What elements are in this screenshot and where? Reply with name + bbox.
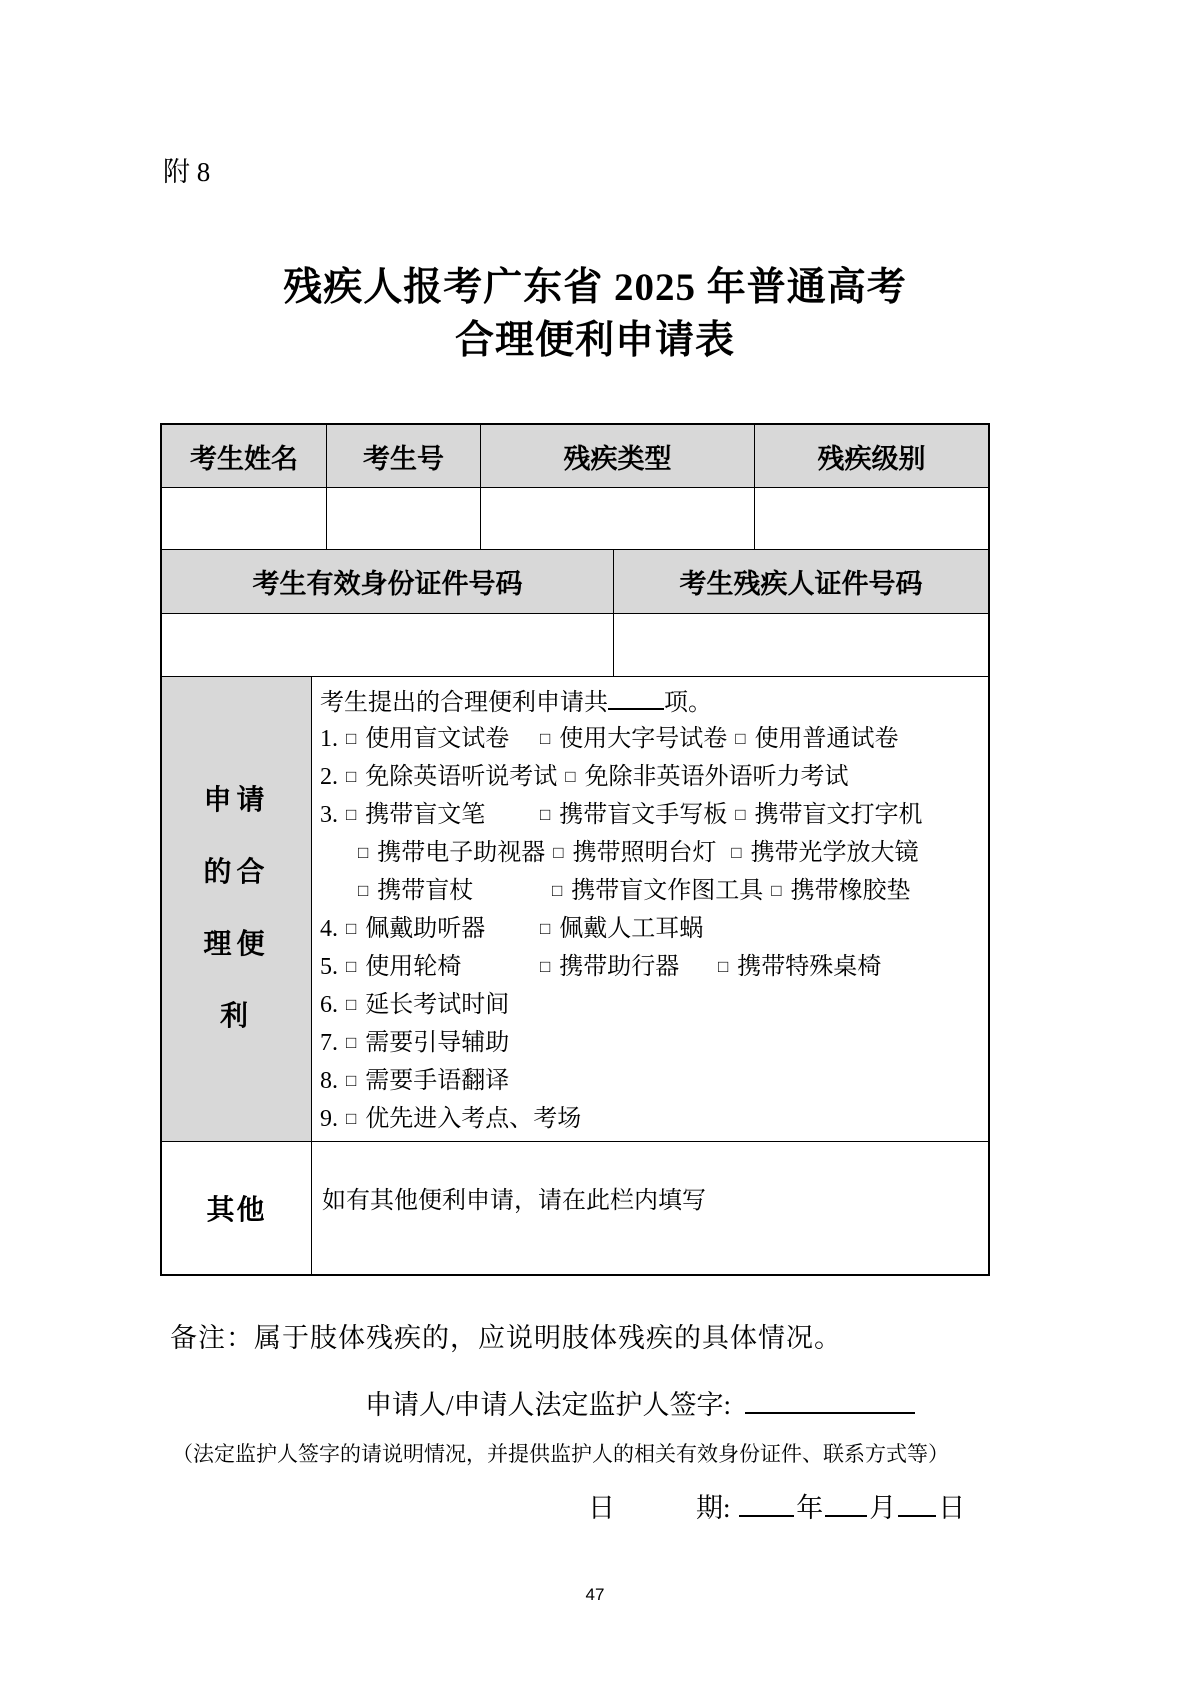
item-number: 9. [320, 1106, 338, 1133]
value-row-2 [162, 613, 988, 676]
month-unit: 月 [869, 1493, 897, 1524]
id-number-cell [162, 614, 614, 676]
option-label: 需要手语翻译 [365, 1068, 510, 1095]
other-instruction: 如有其他便利申请，请在此栏内填写 [322, 1188, 706, 1215]
option-label: 佩戴人工耳蜗 [559, 916, 704, 943]
page-title [0, 261, 1190, 367]
header-disability-level: 残疾级别 [755, 425, 988, 487]
option-label: 延长考试时间 [365, 992, 510, 1019]
accommodation-option [346, 949, 532, 987]
option-label: 携带橡胶垫 [790, 878, 911, 905]
checkbox-icon: □ [731, 843, 742, 863]
checkbox-icon: □ [540, 729, 551, 749]
checkbox-icon: □ [346, 805, 357, 825]
date-line [588, 1486, 1190, 1525]
accommodation-line [320, 873, 931, 911]
page-number: 47 [585, 1585, 605, 1605]
accommodation-option [346, 1101, 581, 1139]
section-label-line: 的合 [203, 857, 270, 889]
option-label: 使用盲文试卷 [365, 726, 510, 753]
option-label: 使用普通试卷 [754, 726, 899, 753]
accommodations-row [162, 676, 988, 1141]
checkbox-icon: □ [540, 805, 551, 825]
item-number: 3. [320, 802, 338, 829]
accommodation-line [320, 987, 931, 1025]
disability-level-cell [755, 488, 988, 549]
checkbox-icon: □ [735, 805, 746, 825]
value-row-1 [162, 487, 988, 549]
accommodation-option [358, 835, 545, 873]
attachment-tag: 附 8 [163, 157, 211, 187]
option-label: 携带盲文打字机 [754, 802, 923, 829]
checkbox-icon: □ [718, 957, 729, 977]
header-id-number: 考生有效身份证件号码 [162, 550, 614, 613]
candidate-name-cell [162, 488, 327, 549]
header-candidate-name: 考生姓名 [162, 425, 327, 487]
header-disability-type: 残疾类型 [481, 425, 755, 487]
day-blank-line [898, 1489, 936, 1517]
option-label: 需要引导辅助 [365, 1030, 510, 1057]
count-blank-line [608, 685, 664, 710]
accommodations-section-label [162, 677, 312, 1141]
item-number: 5. [320, 954, 338, 981]
option-label: 佩戴助听器 [365, 916, 486, 943]
checkbox-icon: □ [358, 843, 369, 863]
option-label: 携带盲文手写板 [559, 802, 728, 829]
accommodations-intro [320, 685, 712, 721]
item-number: 6. [320, 992, 338, 1019]
checkbox-icon: □ [771, 881, 782, 901]
accommodation-option [346, 797, 532, 835]
option-label: 携带盲杖 [377, 878, 474, 905]
page-title-line1: 残疾人报考广东省 2025 年普通高考 [283, 266, 907, 309]
accommodation-option [346, 759, 557, 797]
option-label: 携带助行器 [559, 954, 680, 981]
accommodation-option [358, 873, 544, 911]
accommodation-option [735, 721, 898, 759]
checkbox-icon: □ [346, 1033, 357, 1053]
accommodation-line [320, 949, 931, 987]
other-row [162, 1141, 988, 1274]
accommodation-option [346, 721, 532, 759]
checkbox-icon: □ [346, 995, 357, 1015]
checkbox-icon: □ [346, 729, 357, 749]
option-label: 携带特殊桌椅 [737, 954, 882, 981]
checkbox-icon: □ [346, 767, 357, 787]
accommodation-line [320, 1063, 931, 1101]
option-label: 免除非英语外语听力考试 [584, 764, 849, 791]
checkbox-icon: □ [346, 919, 357, 939]
accommodation-lines [320, 721, 931, 1139]
accommodation-option [346, 1063, 532, 1101]
option-label: 携带照明台灯 [572, 840, 717, 867]
header-exam-number: 考生号 [327, 425, 481, 487]
accommodation-option [553, 835, 723, 873]
option-label: 携带盲文笔 [365, 802, 486, 829]
option-label: 使用轮椅 [365, 954, 462, 981]
accommodation-line [320, 835, 931, 873]
accommodation-option [735, 797, 922, 835]
section-label-line: 申请 [203, 785, 270, 817]
checkbox-icon: □ [735, 729, 746, 749]
remark-note: 备注：属于肢体残疾的，应说明肢体残疾的具体情况。 [170, 1323, 842, 1354]
header-disability-cert-number: 考生残疾人证件号码 [614, 550, 988, 613]
section-label-line: 利 [219, 1001, 253, 1033]
checkbox-icon: □ [540, 957, 551, 977]
application-form-table [160, 423, 990, 1276]
other-label: 其他 [162, 1142, 312, 1274]
accommodation-option [346, 911, 532, 949]
signature-label: 申请人/申请人法定监护人签字: [364, 1390, 731, 1421]
accommodation-line [320, 1025, 931, 1063]
checkbox-icon: □ [552, 881, 563, 901]
item-number: 7. [320, 1030, 338, 1057]
exam-number-cell [327, 488, 481, 549]
accommodation-option [540, 949, 710, 987]
accommodation-option [540, 721, 727, 759]
accommodation-line [320, 759, 931, 797]
option-label: 使用大字号试卷 [559, 726, 728, 753]
item-number: 8. [320, 1068, 338, 1095]
checkbox-icon: □ [565, 767, 576, 787]
year-blank-line [739, 1489, 794, 1517]
section-label-line: 理便 [203, 929, 270, 961]
other-content-cell [312, 1142, 988, 1274]
option-label: 携带光学放大镜 [750, 840, 919, 867]
header-row-1 [162, 425, 988, 487]
checkbox-icon: □ [346, 1071, 357, 1091]
disability-cert-number-cell [614, 614, 988, 676]
accommodation-option [565, 759, 848, 797]
item-number: 4. [320, 916, 338, 943]
page-title-line2: 合理便利申请表 [454, 319, 735, 363]
intro-suffix: 项。 [664, 690, 712, 717]
accommodations-content [312, 677, 988, 1141]
accommodation-line [320, 911, 931, 949]
intro-prefix: 考生提出的合理便利申请共 [320, 690, 608, 717]
item-number: 1. [320, 726, 338, 753]
option-label: 携带盲文作图工具 [571, 878, 764, 905]
checkbox-icon: □ [346, 1109, 357, 1129]
accommodation-option [540, 797, 727, 835]
accommodation-option [346, 987, 532, 1025]
accommodation-line [320, 797, 931, 835]
checkbox-icon: □ [540, 919, 551, 939]
item-number: 2. [320, 764, 338, 791]
checkbox-icon: □ [553, 843, 564, 863]
month-blank-line [825, 1489, 867, 1517]
signature-blank-line [745, 1386, 915, 1414]
accommodation-line [320, 1101, 931, 1139]
accommodation-option [771, 873, 910, 911]
accommodation-option [731, 835, 918, 873]
day-unit: 日 [938, 1493, 966, 1524]
accommodation-option [552, 873, 763, 911]
year-unit: 年 [796, 1493, 824, 1524]
signature-line [0, 1383, 1190, 1422]
accommodation-option [346, 1025, 532, 1063]
accommodation-option [718, 949, 881, 987]
disability-type-cell [481, 488, 755, 549]
option-label: 携带电子助视器 [377, 840, 546, 867]
guardian-note: （法定监护人签字的请说明情况，并提供监护人的相关有效身份证件、联系方式等） [172, 1442, 949, 1467]
option-label: 免除英语听说考试 [365, 764, 558, 791]
header-row-2 [162, 549, 988, 613]
date-label: 日 期: [588, 1493, 731, 1524]
checkbox-icon: □ [346, 957, 357, 977]
accommodation-line [320, 721, 931, 759]
checkbox-icon: □ [358, 881, 369, 901]
option-label: 优先进入考点、考场 [365, 1106, 582, 1133]
accommodation-option [540, 911, 710, 949]
